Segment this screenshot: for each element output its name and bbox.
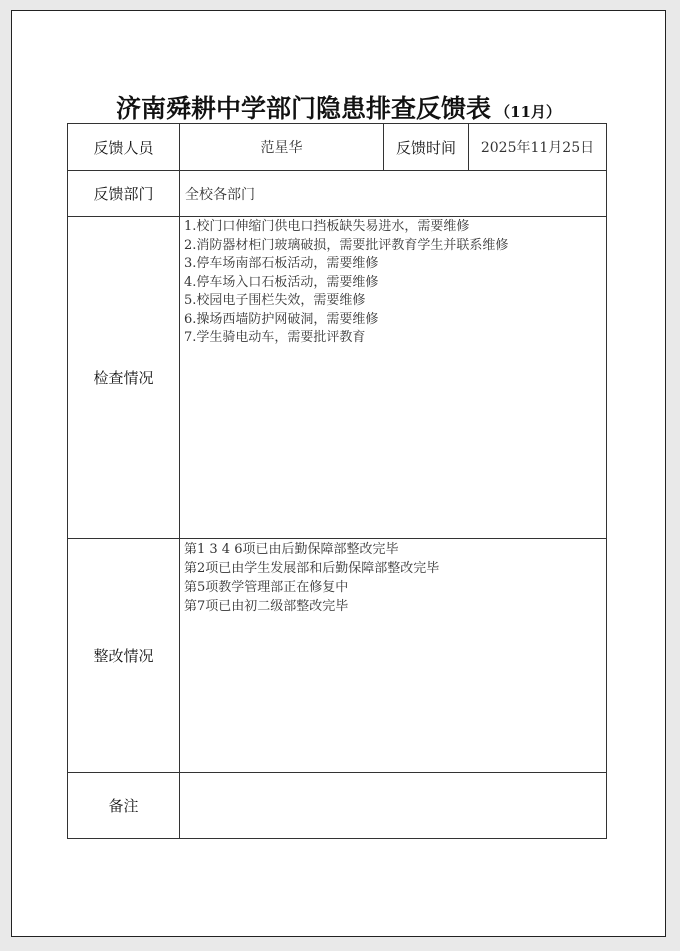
feedback-form-table	[67, 123, 607, 839]
row-inspection	[68, 217, 607, 539]
feedback-time-label: 反馈时间	[384, 124, 469, 171]
remarks-value	[180, 773, 607, 839]
rectification-item: 第1 3 4 6项已由后勤保障部整改完毕	[184, 542, 399, 557]
inspection-label: 检查情况	[68, 217, 180, 539]
row-rectification	[68, 539, 607, 773]
document-title	[12, 89, 665, 125]
inspection-content	[180, 217, 607, 539]
feedback-person-value: 范星华	[180, 124, 384, 171]
document-page	[11, 10, 666, 937]
feedback-person-label: 反馈人员	[68, 124, 180, 171]
inspection-item: 6.操场西墙防护网破洞，需要维修	[184, 311, 379, 327]
department-value: 全校各部门	[180, 171, 607, 217]
remarks-label: 备注	[68, 773, 180, 839]
inspection-item: 3.停车场南部石板活动，需要维修	[184, 256, 379, 271]
title-text: 济南舜耕中学部门隐患排查反馈表	[116, 94, 492, 123]
rectification-label: 整改情况	[68, 539, 180, 773]
rectification-item: 第2项已由学生发展部和后勤保障部整改完毕	[184, 561, 440, 576]
inspection-item: 5.校园电子围栏失效，需要维修	[184, 293, 366, 308]
inspection-item: 4.停车场入口石板活动，需要维修	[184, 274, 379, 290]
row-feedback-person	[68, 124, 607, 171]
feedback-time-value: 2025年11月25日	[469, 124, 607, 171]
department-label: 反馈部门	[68, 171, 180, 217]
row-remarks	[68, 773, 607, 839]
inspection-item: 7.学生骑电动车，需要批评教育	[184, 330, 366, 345]
rectification-content	[180, 539, 607, 773]
inspection-item: 1.校门口伸缩门供电口挡板缺失易进水，需要维修	[184, 219, 470, 234]
rectification-item: 第5项教学管理部正在修复中	[184, 580, 349, 595]
rectification-item: 第7项已由初二级部整改完毕	[184, 599, 349, 614]
inspection-item: 2.消防器材柜门玻璃破损，需要批评教育学生并联系维修	[184, 237, 509, 253]
title-month: （11月）	[495, 103, 561, 121]
row-department	[68, 171, 607, 217]
